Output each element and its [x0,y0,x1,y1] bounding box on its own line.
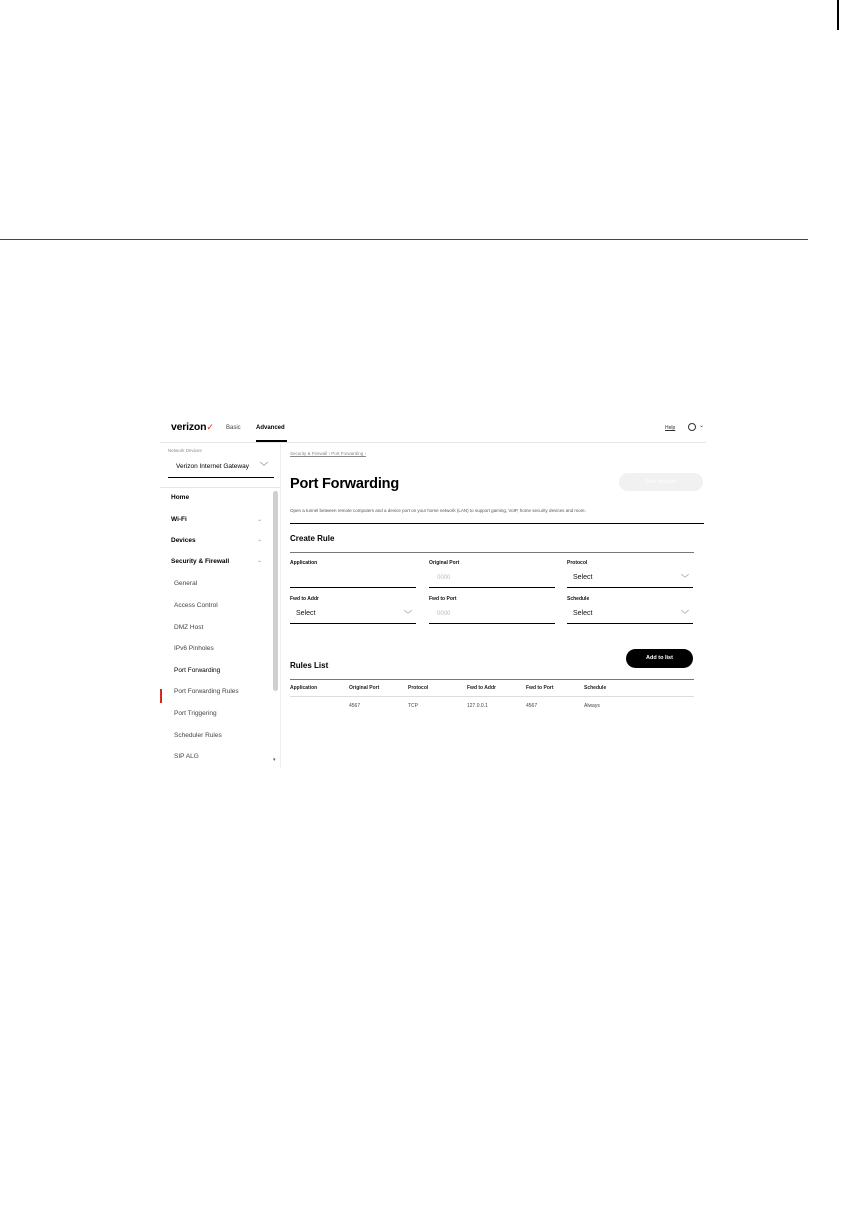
description-divider [290,523,704,524]
chevron-down-icon: ﹀ [404,610,412,619]
sidebar-item-security-firewall[interactable]: Security & Firewall [171,558,230,565]
nav-advanced[interactable]: Advanced [256,425,285,431]
schedule-select[interactable] [567,604,693,624]
save-changes-button[interactable]: Save changes [619,473,703,491]
sidebar-item-port-triggering[interactable]: Port Triggering [174,710,217,717]
sidebar-divider [160,487,280,488]
active-item-indicator [160,689,162,703]
column-header: Original Port [349,685,380,691]
network-device-select[interactable] [168,457,274,478]
top-header [160,416,706,443]
schedule-label: Schedule [567,596,590,602]
sidebar-scrollbar[interactable] [273,491,278,691]
page-top-rule [837,0,839,30]
sidebar-item-sip-alg[interactable]: SIP ALG [174,753,199,760]
chevron-down-icon[interactable]: ⌄ [257,517,263,523]
breadcrumb[interactable]: Security & Firewall › Port Forwarding › [290,451,367,456]
schedule-value: Select [573,610,593,617]
sidebar-item-port-forwarding[interactable]: Port Forwarding [174,667,221,674]
column-header: Fwd to Port [526,685,554,691]
add-to-list-button[interactable]: Add to list [626,649,693,668]
sidebar-item-dmz-host[interactable]: DMZ Host [174,624,204,631]
sidebar-item-wifi[interactable]: Wi-Fi [171,516,187,523]
column-header: Protocol [408,685,429,691]
create-rule-heading: Create Rule [290,534,335,543]
page-divider [0,239,808,240]
original-port-placeholder: 0000 [437,575,451,581]
application-field[interactable] [290,568,416,588]
table-cell: Always [584,703,600,709]
protocol-label: Protocol [567,560,588,566]
table-cell: 4567 [349,703,361,709]
application-label: Application [290,560,318,566]
rules-list-heading: Rules List [290,661,329,670]
logo-text: verizon [171,421,207,433]
column-header: Fwd to Addr [467,685,496,691]
protocol-value: Select [573,574,593,581]
protocol-select[interactable] [567,568,693,588]
chevron-down-icon: ﹀ [681,610,689,619]
chevron-up-icon[interactable]: ⌃ [257,561,263,567]
sidebar-item-home[interactable]: Home [171,494,190,501]
header-help-link[interactable]: Help [665,425,676,431]
router-screenshot [160,416,706,768]
user-icon[interactable] [688,423,696,431]
table-cell: 127.0.0.1 [467,703,488,709]
fwd-port-label: Fwd to Port [429,596,457,602]
column-header: Application [290,685,318,691]
fwd-addr-value: Select [296,610,316,617]
sidebar-item-access-control[interactable]: Access Control [174,602,218,609]
nav-active-underline [256,440,287,442]
fwd-port-placeholder: 0000 [437,611,451,617]
fwd-addr-select[interactable] [290,604,416,624]
create-rule-divider [290,552,694,553]
logo-check-icon: ✓ [206,422,214,432]
page-title: Port Forwarding [290,476,399,492]
fwd-addr-label: Fwd to Addr [290,596,319,602]
rules-list-divider [290,679,694,680]
table-cell: 4567 [526,703,538,709]
original-port-label: Original Port [429,560,460,566]
main-content [290,443,706,768]
chevron-down-icon: ﹀ [681,574,689,583]
page-description: Open a tunnel between remote computers and a device port on your home network (LAN) to support gaming, VoIP, home security devices and more. [290,508,586,513]
nav-basic[interactable]: Basic [226,425,241,431]
sidebar-item-ipv6-pinholes[interactable]: IPv6 Pinholes [174,645,214,652]
table-header-divider [290,696,694,697]
column-header: Schedule [584,685,607,691]
network-device-value: Verizon Internet Gateway [176,463,249,470]
verizon-logo[interactable] [171,421,214,433]
table-cell: TCP [408,703,418,709]
sidebar-item-general[interactable]: General [174,580,198,587]
original-port-field[interactable] [429,568,555,588]
sidebar [160,443,281,768]
chevron-down-icon: ﹀ [260,462,268,471]
chevron-up-icon[interactable]: ⌃ [257,540,263,546]
sidebar-item-port-forwarding-rules[interactable]: Port Forwarding Rules [174,688,239,695]
chevron-down-icon[interactable]: ⌄ [699,423,705,429]
scroll-down-icon[interactable]: ▾ [273,757,276,763]
sidebar-item-devices[interactable]: Devices [171,537,196,544]
fwd-port-field[interactable] [429,604,555,624]
sidebar-item-scheduler-rules[interactable]: Scheduler Rules [174,732,222,739]
network-devices-label: Network Devices [168,448,202,453]
